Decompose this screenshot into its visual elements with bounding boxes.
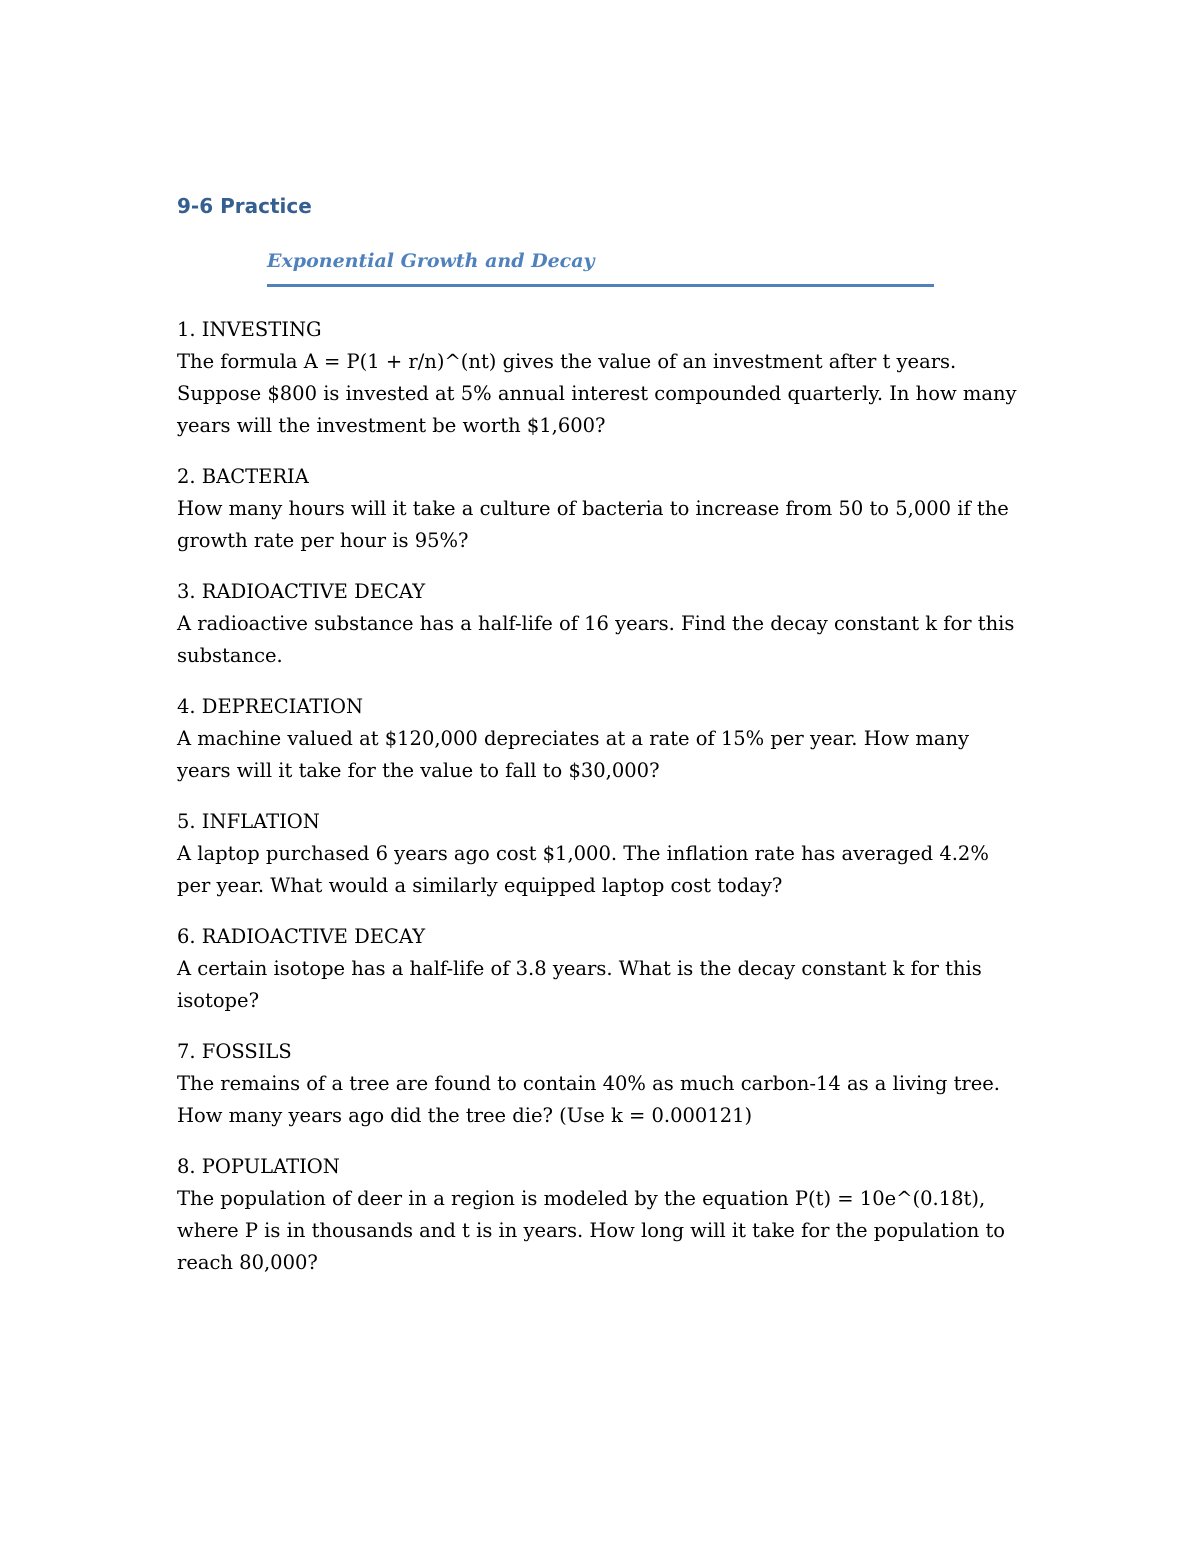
problem-item-4 xyxy=(177,691,1027,787)
problem-item-7 xyxy=(177,1036,1027,1132)
problem-item-6 xyxy=(177,921,1027,1017)
problem-item-1 xyxy=(177,314,1027,442)
problem-text: The formula A = P(1 + r/n)^(nt) gives the value of an investment after t years. Suppose $800 is invested at 5% annual interest compounded quarterly. In how many years will the investment be worth $1,600? xyxy=(177,350,1017,437)
problem-item-8 xyxy=(177,1151,1027,1279)
problem-title: 4. DEPRECIATION xyxy=(177,695,364,718)
problem-item-2 xyxy=(177,461,1027,557)
problem-title: 3. RADIOACTIVE DECAY xyxy=(177,580,426,603)
problem-item-3 xyxy=(177,576,1027,672)
problem-title: 5. INFLATION xyxy=(177,810,320,833)
problem-title: 7. FOSSILS xyxy=(177,1040,292,1063)
problem-text: A laptop purchased 6 years ago cost $1,000. The inflation rate has averaged 4.2% per year. What would a similarly equipped laptop cost today? xyxy=(177,842,989,897)
problem-text: A radioactive substance has a half-life of 16 years. Find the decay constant k for this substance. xyxy=(177,612,1015,667)
problem-title: 8. POPULATION xyxy=(177,1155,340,1178)
problem-text: The population of deer in a region is modeled by the equation P(t) = 10e^(0.18t), where P is in thousands and t is in years. How long will it take for the population to reach 80,000? xyxy=(177,1187,1006,1274)
problem-title: 1. INVESTING xyxy=(177,318,322,341)
problem-list xyxy=(177,314,1027,1298)
problem-item-5 xyxy=(177,806,1027,902)
problem-text: A certain isotope has a half-life of 3.8 years. What is the decay constant k for this isotope? xyxy=(177,957,982,1012)
problem-title: 2. BACTERIA xyxy=(177,465,309,488)
problem-text: A machine valued at $120,000 depreciates at a rate of 15% per year. How many years will it take for the value to fall to $30,000? xyxy=(177,727,970,782)
problem-text: How many hours will it take a culture of bacteria to increase from 50 to 5,000 if the growth rate per hour is 95%? xyxy=(177,497,1009,552)
problem-text: The remains of a tree are found to contain 40% as much carbon-14 as a living tree. How many years ago did the tree die? (Use k = 0.000121) xyxy=(177,1072,1000,1127)
page-title: 9-6 Practice xyxy=(177,194,312,218)
problem-title: 6. RADIOACTIVE DECAY xyxy=(177,925,426,948)
page-subtitle: Exponential Growth and Decay xyxy=(267,246,934,287)
